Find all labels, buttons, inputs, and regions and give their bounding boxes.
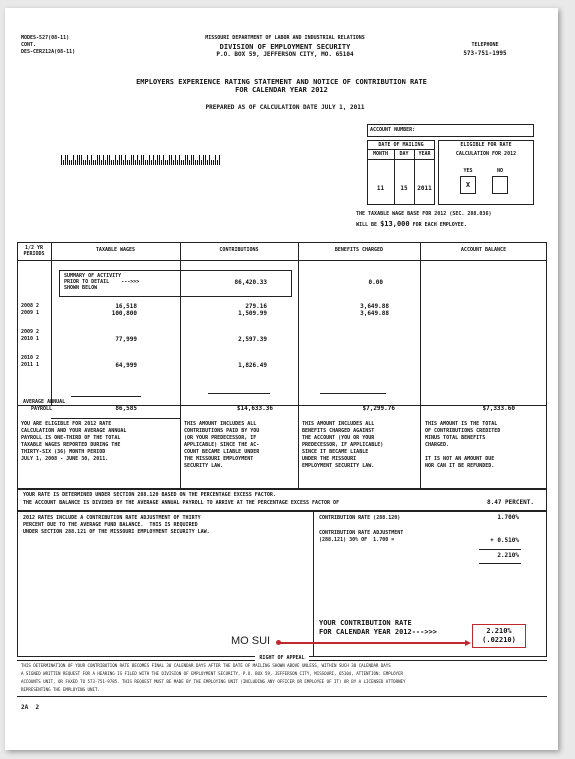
wages-note-line: CALCULATION AND YOUR AVERAGE ANNUAL xyxy=(21,428,127,434)
year-label: YEAR xyxy=(418,151,431,157)
adjustment-value: + 0.510% xyxy=(490,537,519,544)
avg-payroll-label-1: AVERAGE ANNUAL xyxy=(23,399,66,405)
statement-year: FOR CALENDAR YEAR 2012 xyxy=(235,86,328,94)
adjustment-note-line: 2012 RATES INCLUDE A CONTRIBUTION RATE ADJUSTMENT OF THIRTY xyxy=(23,515,201,521)
benefits-note-line: THE ACCOUNT (YOU OR YOUR xyxy=(302,435,375,441)
contrib-note-line: SECURITY LAW. xyxy=(184,463,224,469)
row-benefits: 3,649.88 xyxy=(360,303,389,310)
adjustment-note-line: UNDER SECTION 288.121 OF THE MISSOURI EMPLOYMENT SECURITY LAW. xyxy=(23,529,210,535)
benefits-note-line: BENEFITS CHARGED AGAINST xyxy=(302,428,375,434)
final-rate-highlight xyxy=(472,624,526,648)
contrib-note-line: APPLICABLE) SINCE THE AC- xyxy=(184,442,260,448)
mo-sui-annotation: MO SUI xyxy=(231,635,271,647)
row-benefits: 3,649.88 xyxy=(360,310,389,317)
contribution-rate-value: 1.700% xyxy=(497,514,519,521)
rate-statement-page xyxy=(5,8,558,750)
account-number-label: ACCOUNT NUMBER: xyxy=(370,127,416,133)
summary-line3: SHOWN BELOW xyxy=(64,285,98,291)
eligible-no-label: NO xyxy=(496,168,504,174)
annotation-dot-icon xyxy=(276,640,281,645)
contrib-note-line: (OR YOUR PREDECESSOR, IF xyxy=(184,435,257,441)
wages-note-line: PAYROLL IS ONE-THIRD OF THE TOTAL xyxy=(21,435,121,441)
row-wages: 100,800 xyxy=(111,310,137,317)
form-id-2: CONT. xyxy=(21,42,37,48)
contrib-note-line: CONTRIBUTIONS PAID BY YOU xyxy=(184,428,260,434)
right-of-appeal-title: RIGHT OF APPEAL xyxy=(17,656,547,662)
benefits-note-line: EMPLOYMENT SECURITY LAW. xyxy=(302,463,375,469)
summary-contributions: 86,420.33 xyxy=(234,279,267,286)
wage-base-line2: WILL BE $13,000 FOR EACH EMPLOYEE. xyxy=(356,220,467,228)
wages-note-line: YOU ARE ELIGIBLE FOR 2012 RATE xyxy=(21,421,112,427)
mailing-year: 2011 xyxy=(417,185,432,192)
row-contributions: 2,597.39 xyxy=(238,336,267,343)
form-id-1: MODES-527(08-11) xyxy=(21,35,70,41)
col-periods-line2: PERIODS xyxy=(23,251,45,257)
mailing-day: 15 xyxy=(400,185,408,192)
prepared-date: PREPARED AS OF CALCULATION DATE JULY 1, 2011 xyxy=(205,104,365,111)
row-wages: 77,999 xyxy=(115,336,137,343)
wages-note-line: THIRTY-SIX (36) MONTH PERIOD xyxy=(21,449,106,455)
adjustment-note-line: PERCENT DUE TO THE AVERAGE FUND BALANCE. THIS IS REQUIRED xyxy=(23,522,198,528)
contrib-note-line: THE MISSOURI EMPLOYMENT xyxy=(184,456,254,462)
form-id-3: DES-CER212A(08-11) xyxy=(21,49,76,55)
final-rate-percent: 2.210% xyxy=(486,627,512,635)
eligible-no-checkbox xyxy=(492,176,508,194)
department-name: MISSOURI DEPARTMENT OF LABOR AND INDUSTRIAL RELATIONS xyxy=(205,35,365,41)
balance-note-line: CHARGED. xyxy=(425,442,450,448)
total-benefits-charged: $7,299.76 xyxy=(362,405,395,412)
row-contributions: 1,826.49 xyxy=(238,362,267,369)
col-contributions: CONTRIBUTIONS xyxy=(219,247,259,253)
row-period: 2010 1 xyxy=(21,336,40,342)
benefits-note-line: UNDER THE MISSOURI xyxy=(302,456,357,462)
row-period: 2008 2 xyxy=(21,303,40,309)
row-wages: 64,999 xyxy=(115,362,137,369)
footer-code: 2A 2 xyxy=(21,704,40,711)
annotation-arrow-line xyxy=(279,642,465,644)
eligible-line2: CALCULATION FOR 2012 xyxy=(455,151,517,157)
col-account-balance: ACCOUNT BALANCE xyxy=(460,247,507,253)
col-taxable-wages: TAXABLE WAGES xyxy=(95,247,136,253)
postal-barcode xyxy=(61,155,220,165)
your-rate-label-2: FOR CALENDAR YEAR 2012--->>> xyxy=(319,628,438,636)
annotation-arrow-icon xyxy=(465,640,471,646)
total-contributions: $14,633.36 xyxy=(236,405,273,412)
avg-payroll-label-2: PAYROLL xyxy=(31,406,53,412)
balance-note-line: NOR CAN IT BE REFUNDED. xyxy=(425,463,495,469)
day-label: DAY xyxy=(399,151,409,157)
division-name: DIVISION OF EMPLOYMENT SECURITY xyxy=(219,43,351,51)
contrib-note-line: THIS AMOUNT INCLUDES ALL xyxy=(184,421,257,427)
division-address: P.O. BOX 59, JEFFERSON CITY, MO. 65104 xyxy=(216,51,354,58)
balance-note-line: IT IS NOT AN AMOUNT DUE xyxy=(425,456,495,462)
telephone-label: TELEPHONE xyxy=(471,42,499,48)
balance-note-line: OF CONTRIBUTIONS CREDITED xyxy=(425,428,501,434)
telephone-number: 573-751-1995 xyxy=(463,50,507,57)
col-benefits-charged: BENEFITS CHARGED xyxy=(334,247,384,253)
final-rate-decimal: (.02210) xyxy=(482,636,516,644)
balance-note-line: THIS AMOUNT IS THE TOTAL xyxy=(425,421,498,427)
balance-note-line: MINUS TOTAL BENEFITS xyxy=(425,435,486,441)
mailing-date-label: DATE OF MAILING xyxy=(378,142,424,148)
row-period: 2011 1 xyxy=(21,362,40,368)
rate-subtotal: 2.210% xyxy=(497,552,519,559)
month-label: MONTH xyxy=(372,151,389,157)
adjustment-label-1: CONTRIBUTION RATE ADJUSTMENT xyxy=(319,530,404,536)
appeal-text-line: REPRESENTING THE EMPLOYING UNIT. xyxy=(21,687,100,692)
eligible-yes-label: YES xyxy=(463,168,473,174)
wage-base-line1: THE TAXABLE WAGE BASE FOR 2012 (SEC. 288.036) xyxy=(356,211,492,217)
appeal-text-line: A SIGNED WRITTEN REQUEST FOR A HEARING IS FILED WITH THE DIVISION OF EMPLOYMENT SECURITY, P.O. BOX 59, JEFFERSON CITY, MISSOURI, 65104, ATTENTION: EMPLOYER xyxy=(21,671,404,676)
benefits-note-line: PREDECESSOR, IF APPLICABLE) xyxy=(302,442,384,448)
eligibility-box xyxy=(438,140,534,205)
contribution-rate-label: CONTRIBUTION RATE (288.120) xyxy=(319,515,401,521)
summary-line1: SUMMARY OF ACTIVITY xyxy=(64,273,122,279)
average-annual-payroll: 86,585 xyxy=(115,405,137,412)
summary-line2: PRIOR TO DETAIL --->>> xyxy=(64,279,140,285)
rate-determination-line2: THE ACCOUNT BALANCE IS DIVIDED BY THE AVERAGE ANNUAL PAYROLL TO ARRIVE AT THE PERCENTAGE EXCESS FACTOR OF xyxy=(23,500,340,506)
statement-title: EMPLOYERS EXPERIENCE RATING STATEMENT AND NOTICE OF CONTRIBUTION RATE xyxy=(136,78,427,86)
excess-factor: 8.47 PERCENT. xyxy=(487,499,534,506)
benefits-note-line: SINCE IT BECAME LIABLE xyxy=(302,449,369,455)
account-balance-total: $7,333.60 xyxy=(482,405,515,412)
rate-determination-line1: YOUR RATE IS DETERMINED UNDER SECTION 288.120 BASED ON THE PERCENTAGE EXCESS FACTOR. xyxy=(23,492,276,498)
eligible-line1: ELIGIBLE FOR RATE xyxy=(460,142,512,148)
row-period: 2009 2 xyxy=(21,329,40,335)
col-periods-line1: 1/2 YR xyxy=(24,245,44,251)
wages-note-line: TAXABLE WAGES REPORTED DURING THE xyxy=(21,442,121,448)
mailing-month: 11 xyxy=(376,185,385,192)
adjustment-label-2: (288.121) 30% OF 1.700 = xyxy=(319,537,395,543)
eligible-yes-mark: X xyxy=(465,181,471,189)
wages-note-line: JULY 1, 2008 - JUNE 30, 2011. xyxy=(21,456,109,462)
appeal-text-line: ACCOUNTS UNIT, OR FAXED TO 573-751-9785. THIS REQUEST MUST BE MADE BY THE EMPLOYING UNIT (INCLUDING ANY OFFICER OR EMPLOYEE OF IT) OR BY A LICENSED ATTORNEY xyxy=(21,679,406,684)
your-rate-label-1: YOUR CONTRIBUTION RATE xyxy=(319,619,412,627)
wage-base-amount: $13,000 xyxy=(380,220,410,228)
benefits-note-line: THIS AMOUNT INCLUDES ALL xyxy=(302,421,375,427)
appeal-text-line: THIS DETERMINATION OF YOUR CONTRIBUTION RATE BECOMES FINAL 30 CALENDAR DAYS AFTER THE DATE OF MAILING SHOWN ABOVE UNLESS, WITHIN SUCH 30 CALENDAR DAYS xyxy=(21,663,391,668)
row-wages: 16,518 xyxy=(115,303,137,310)
row-contributions: 1,509.99 xyxy=(238,310,267,317)
row-contributions: 279.16 xyxy=(245,303,267,310)
row-period: 2010 2 xyxy=(21,355,40,361)
summary-benefits: 0.00 xyxy=(368,279,383,286)
contrib-note-line: COUNT BECAME LIABLE UNDER xyxy=(184,449,260,455)
row-period: 2009 1 xyxy=(21,310,40,316)
